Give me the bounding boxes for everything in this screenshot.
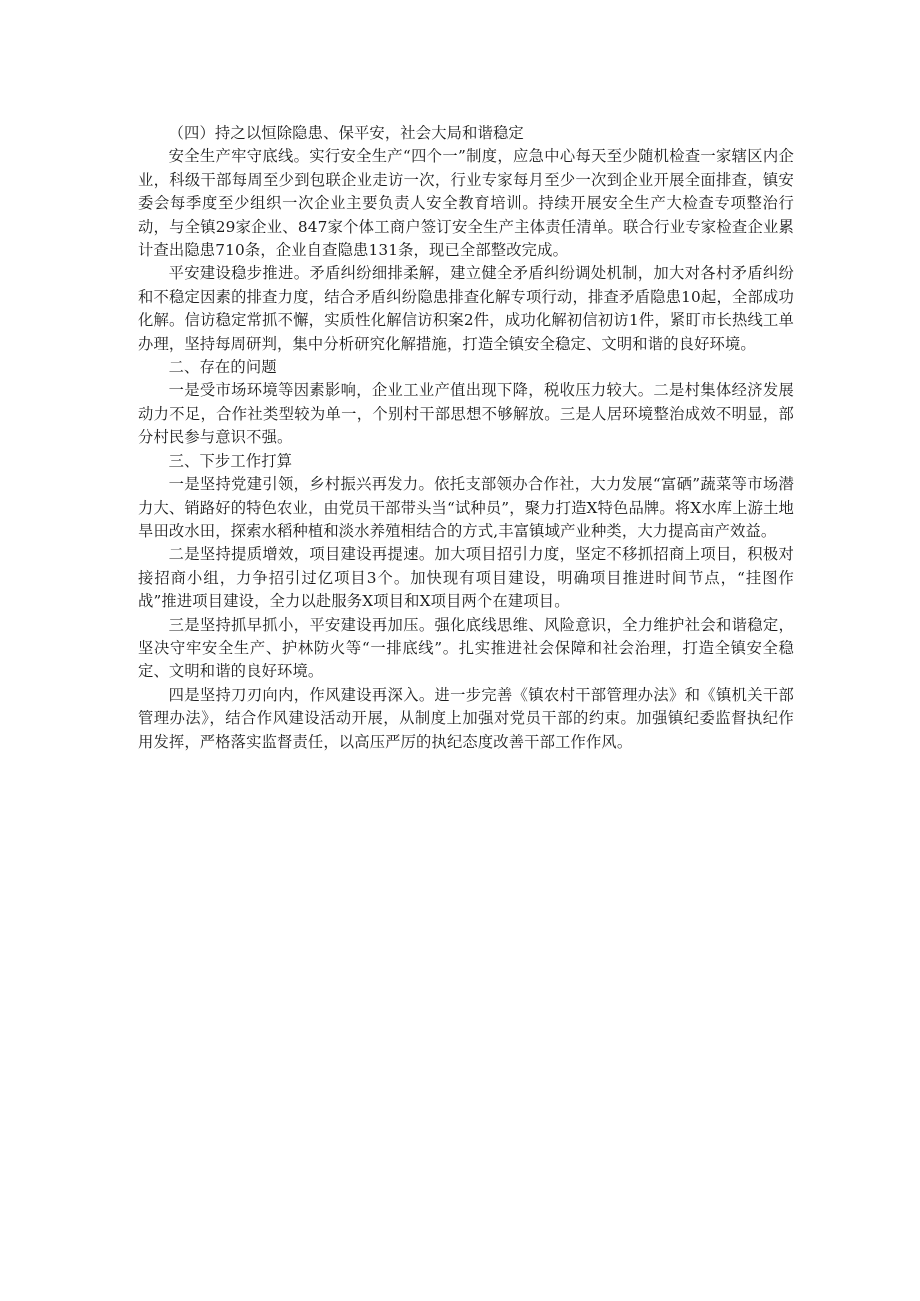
paragraph-plan-one: 一是坚持党建引领，乡村振兴再发力。依托支部领办合作社，大力发展“富硒”蔬菜等市场潜力大、销路好的特色农业，由党员干部带头当“试种员”，聚力打造X特色品牌。将X水库上游土地旱田改水田，探索水稻种植和淡水养殖相结合的方式,丰富镇域产业种类，大力提高亩产效益。 [138, 475, 794, 540]
paragraph-safety-production: 安全生产牢守底线。实行安全生产“四个一”制度，应急中心每天至少随机检查一家辖区内企业，科级干部每周至少到包联企业走访一次，行业专家每月至少一次到企业开展全面排查，镇安委会每季度至少组织一次企业主要负责人安全教育培训。持续开展安全生产大检查专项整治行动，与全镇29家企业、847家个体工商户签订安全生产主体责任清单。联合行业专家检查企业累计查出隐患710条，企业自查隐患131条，现已全部整改完成。 [138, 147, 794, 260]
document-page [138, 122, 794, 754]
paragraph-plan-four: 四是坚持刀刃向内，作风建设再深入。进一步完善《镇农村干部管理办法》和《镇机关干部管理办法》，结合作风建设活动开展，从制度上加强对党员干部的约束。加强镇纪委监督执纪作用发挥，严格落实监督责任，以高压严厉的执纪态度改善干部工作作风。 [138, 685, 794, 751]
paragraph-plan-three: 三是坚持抓早抓小，平安建设再加压。强化底线思维、风险意识，全力维护社会和谐稳定，坚决守牢安全生产、护林防火等“一排底线”。扎实推进社会保障和社会治理，打造全镇安全稳定、文明和谐的良好环境。 [138, 615, 794, 681]
paragraph-plan-two: 二是坚持提质增效，项目建设再提速。加大项目招引力度，坚定不移抓招商上项目，积极对接招商小组，力争招引过亿项目3个。加快现有项目建设，明确项目推进时间节点，“挂图作战”推进项目建设，全力以赴服务X项目和X项目两个在建项目。 [138, 545, 794, 611]
section-heading-problems: 二、存在的问题 [168, 358, 277, 377]
section-heading-four: （四）持之以恒除隐患、保平安，社会大局和谐稳定 [168, 124, 524, 142]
paragraph-safe-construction: 平安建设稳步推进。矛盾纠纷细排柔解，建立健全矛盾纠纷调处机制，加大对各村矛盾纠纷和不稳定因素的排查力度，结合矛盾纠纷隐患排查化解专项行动，排查矛盾隐患10起，全部成功化解。信访稳定常抓不懈，实质性化解信访积案2件，成功化解初信初访1件，紧盯市长热线工单办理，坚持每周研判，集中分析研究化解措施，打造全镇安全稳定、文明和谐的良好环境。 [138, 264, 794, 353]
section-heading-next-plans: 三、下步工作打算 [168, 451, 293, 470]
paragraph-problems: 一是受市场环境等因素影响，企业工业产值出现下降，税收压力较大。二是村集体经济发展动力不足，合作社类型较为单一，个别村干部思想不够解放。三是人居环境整治成效不明显，部分村民参与意识不强。 [138, 381, 794, 447]
